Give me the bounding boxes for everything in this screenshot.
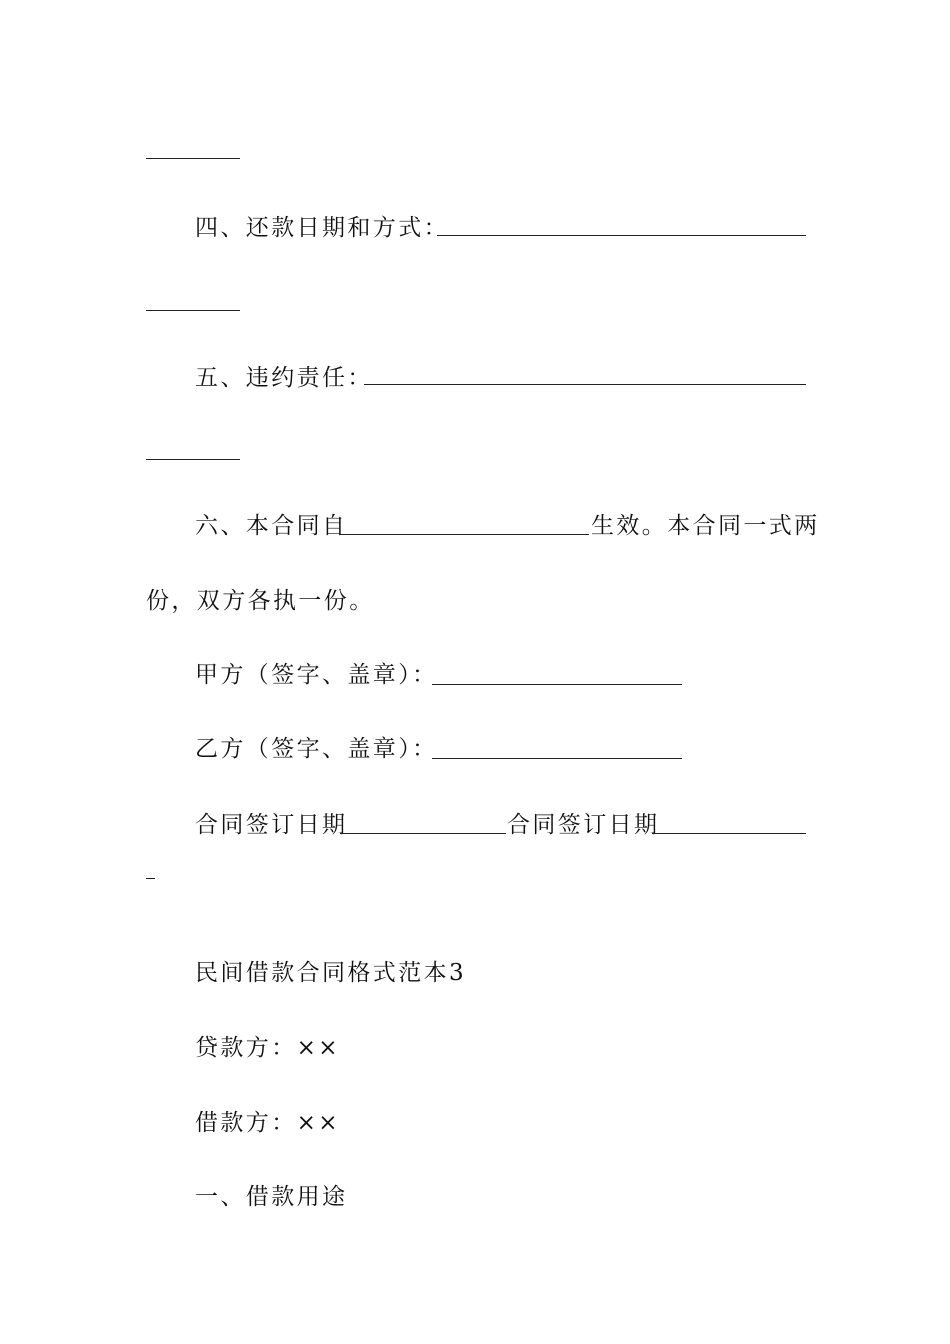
signing-date-blank-continuation [146, 878, 155, 879]
clause-5-blank [364, 384, 806, 385]
clause-6-continuation: 份，双方各执一份。 [146, 588, 375, 614]
blank-line-continuation-1 [146, 158, 240, 159]
signing-date-blank-1 [340, 833, 506, 834]
section-1-heading: 一、借款用途 [195, 1184, 348, 1210]
clause-5-blank-continuation [146, 459, 240, 460]
signing-date-label-1: 合同签订日期 [195, 812, 348, 838]
clause-6-prefix: 六、本合同自 [195, 513, 348, 539]
party-a-signature-label: 甲方（签字、盖章）： [195, 662, 438, 688]
signing-date-blank-2 [652, 833, 806, 834]
party-a-signature-blank [432, 684, 682, 685]
clause-5-label: 五、违约责任： [195, 365, 373, 391]
template-3-title: 民间借款合同格式范本3 [195, 960, 467, 986]
clause-6-suffix: 生效。本合同一式两 [591, 513, 820, 539]
clause-4-blank-continuation [146, 310, 240, 311]
clause-4-label: 四、还款日期和方式： [195, 215, 449, 241]
party-b-signature-label: 乙方（签字、盖章）： [195, 736, 438, 762]
clause-4-blank [437, 235, 806, 236]
clause-6-effective-date-blank [340, 534, 589, 535]
lender-line: 贷款方：×× [195, 1035, 340, 1061]
signing-date-label-2: 合同签订日期 [507, 812, 660, 838]
party-b-signature-blank [432, 758, 682, 759]
borrower-line: 借款方：×× [195, 1110, 340, 1136]
